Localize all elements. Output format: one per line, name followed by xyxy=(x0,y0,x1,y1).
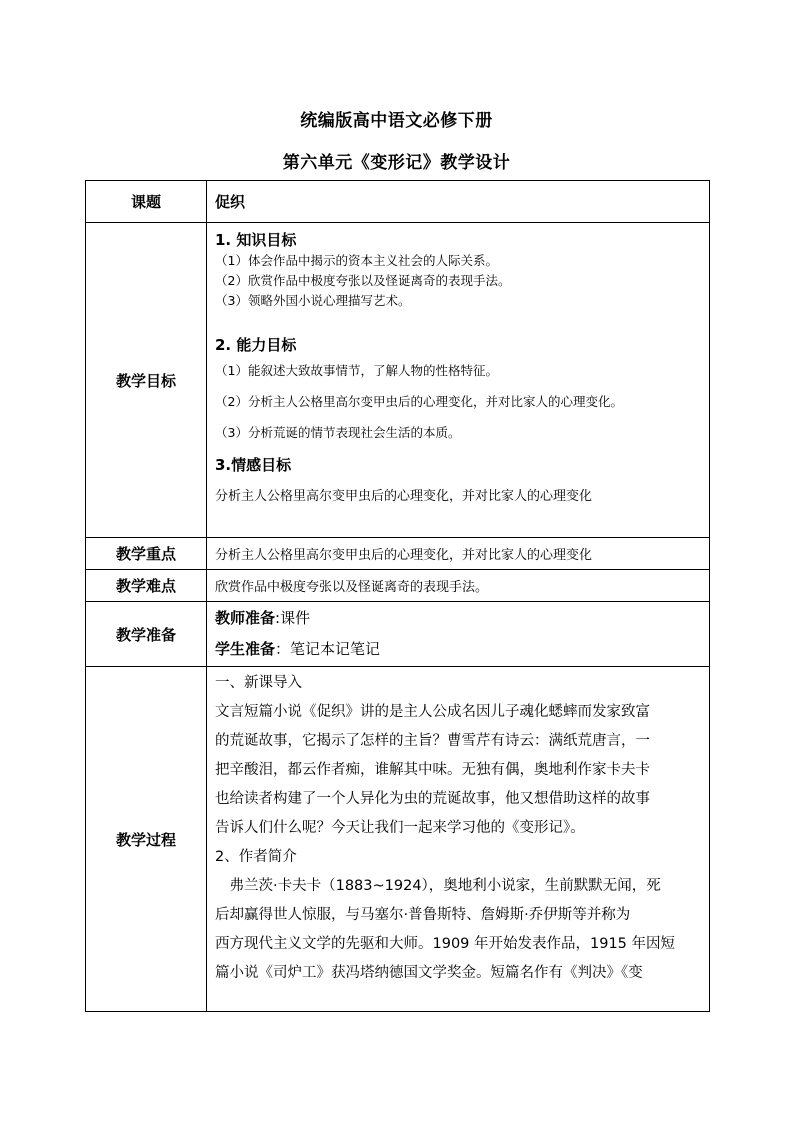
focus-value: 分析主人公格里高尔变甲虫后的心理变化，并对比家人的心理变化 xyxy=(207,538,710,570)
intro-line: 把辛酸泪，都云作者痴，谁解其中味。无独有偶，奥地利作家卡夫卡 xyxy=(215,762,650,778)
topic-label: 课题 xyxy=(86,181,207,223)
student-prep xyxy=(215,634,703,665)
topic-row xyxy=(86,181,710,223)
prep-label: 教学准备 xyxy=(86,602,207,667)
knowledge-item: （3）领略外国小说心理描写艺术。 xyxy=(215,293,411,308)
intro-line: 文言短篇小说《促织》讲的是主人公成名因儿子魂化蟋蟀而发家致富 xyxy=(215,704,650,720)
emotion-text: 分析主人公格里高尔变甲虫后的心理变化，并对比家人的心理变化 xyxy=(215,489,593,504)
author-heading: 2、作者简介 xyxy=(215,849,297,865)
process-label: 教学过程 xyxy=(86,667,207,1012)
intro-line: 也给读者构建了一个人异化为虫的荒诞故事，他又想借助这样的故事 xyxy=(215,791,650,807)
prep-row xyxy=(86,602,710,667)
student-prep-value: ：笔记本记笔记 xyxy=(275,640,381,658)
ability-item: （3）分析荒诞的情节表现社会生活的本质。 xyxy=(215,425,461,440)
ability-item: （2）分析主人公格里高尔变甲虫后的心理变化，并对比家人的心理变化。 xyxy=(215,394,623,409)
knowledge-item: （1）体会作品中揭示的资本主义社会的人际关系。 xyxy=(215,253,498,268)
intro-line: 告诉人们什么呢？今天让我们一起来学习他的《变形记》。 xyxy=(215,820,585,836)
teacher-prep xyxy=(215,603,703,634)
goals-content xyxy=(207,223,710,538)
topic-value: 促织 xyxy=(207,181,710,223)
intro-line: 的荒诞故事，它揭示了怎样的主旨？曹雪芹有诗云：满纸荒唐言，一 xyxy=(215,733,650,749)
author-line: 后却赢得世人惊服，与马塞尔·普鲁斯特、詹姆斯·乔伊斯等并称为 xyxy=(215,907,631,923)
teacher-prep-label: 教师准备 xyxy=(215,609,276,627)
difficulty-label: 教学难点 xyxy=(86,570,207,602)
document-subtitle: 第六单元《变形记》教学设计 xyxy=(282,153,511,173)
difficulty-value: 欣赏作品中极度夸张以及怪诞离奇的表现手法。 xyxy=(207,570,710,602)
prep-content xyxy=(207,602,710,667)
document-title: 统编版高中语文必修下册 xyxy=(300,111,493,131)
emotion-heading: 3.情感目标 xyxy=(215,456,292,474)
author-line: 篇小说《司炉工》获冯塔纳德国文学奖金。短篇名作有《判决》《变 xyxy=(215,965,643,981)
difficulty-row xyxy=(86,570,710,602)
knowledge-item: （2）欣赏作品中极度夸张以及怪诞离奇的表现手法。 xyxy=(215,273,511,288)
teacher-prep-value: :课件 xyxy=(275,609,311,627)
process-row xyxy=(86,667,710,1012)
intro-heading: 一、新课导入 xyxy=(215,675,302,691)
knowledge-heading: 1. 知识目标 xyxy=(215,231,297,249)
ability-item: （1）能叙述大致故事情节，了解人物的性格特征。 xyxy=(215,363,498,378)
process-content xyxy=(207,667,710,1012)
lesson-plan-table xyxy=(85,180,710,1012)
goals-row xyxy=(86,223,710,538)
ability-heading: 2. 能力目标 xyxy=(215,336,297,354)
author-line: 弗兰茨·卡夫卡（1883~1924），奥地利小说家，生前默默无闻，死 xyxy=(215,878,661,894)
author-line: 西方现代主义文学的先驱和大师。1909 年开始发表作品，1915 年因短 xyxy=(215,936,676,952)
focus-row xyxy=(86,538,710,570)
student-prep-label: 学生准备 xyxy=(215,640,276,658)
goals-label: 教学目标 xyxy=(86,223,207,538)
focus-label: 教学重点 xyxy=(86,538,207,570)
